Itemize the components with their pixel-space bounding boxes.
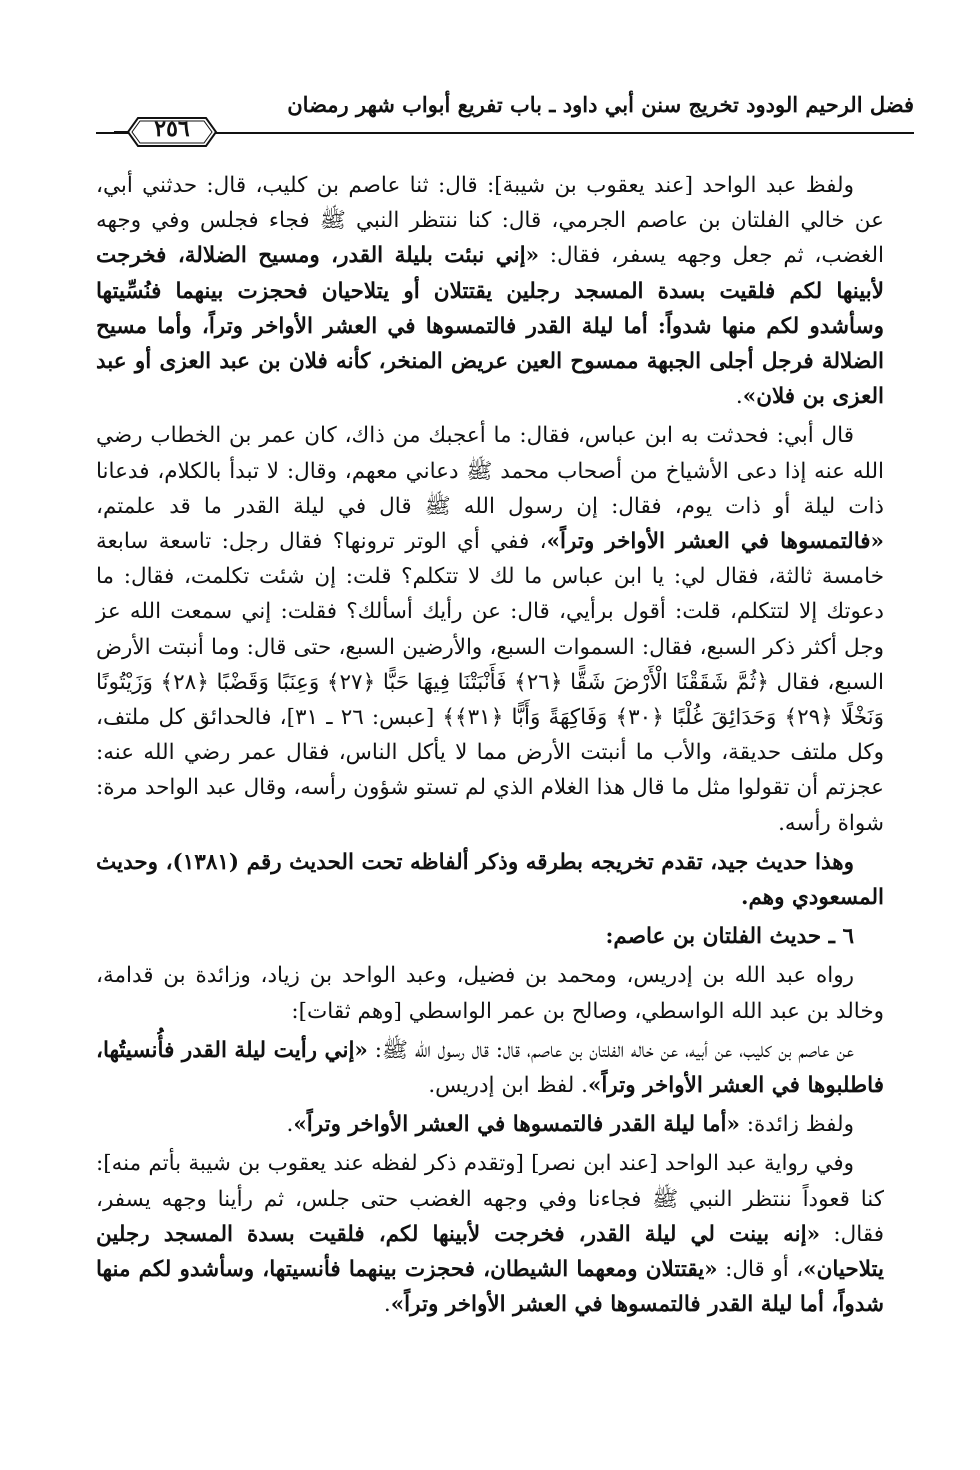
- text-span: ولفظ عبد الواحد [عند يعقوب بن شيبة]: قال: ثنا عاصم بن كليب، قال: حدثني أبي، عن خالي الفلتان بن عاصم الجرمي، قال: كنا ننتظر النبي ﷺ فجاء فجلس وفي وجهه الغضب، ثم جعل وجهه يسفر، فقال:: [96, 173, 884, 269]
- paragraph-3: وهذا حديث جيد، تقدم تخريجه بطرقه وذكر ألفاظه تحت الحديث رقم (١٣٨١)، وحديث المسعودي وهم.: [96, 849, 884, 911]
- text-span: .: [286, 1112, 294, 1138]
- page-header: [96, 92, 914, 142]
- text-span: قال أبي: فحدثت به ابن عباس، فقال: ما أعجبك من ذاك، كان عمر بن الخطاب رضي الله عنه إذا دعى الأشياخ من أصحاب محمد ﷺ دعاني معهم، وقال: لا تبدأ بالكلام، فدعانا ذات ليلة أو ذات يوم، فقال: إن رسول الله ﷺ قال في ليلة القدر ما قد علمتم،: [96, 423, 884, 519]
- paragraph-1: [96, 168, 884, 414]
- text-span: عن عاصم بن كليب، عن أبيه، عن خاله الفلتان بن عاصم، قال: قال رسول الله ﷺ:: [367, 1037, 855, 1063]
- text-span: ، أو قال:: [717, 1257, 804, 1283]
- paragraph-5: رواه عبد الله بن إدريس، ومحمد بن فضيل، وعبد الواحد بن زياد، وزائدة بن قدامة، وخالد بن عبد الله الواسطي، وصالح بن عمر الواسطي [وهم ثقات]:: [96, 963, 884, 1024]
- page-number-badge: [114, 110, 230, 154]
- paragraph-2: [96, 418, 884, 840]
- paragraph-6: [96, 1033, 884, 1103]
- hadith-quote: «إني نبئت بليلة القدر، ومسيح الضلالة، فخرجت لأبينها لكم فلقيت بسدة المسجد رجلين يقتتلان أو يتلاحيان فحجزت بينهما فنُسِّيتها وسأشدو لكم منها شدواً: أما ليلة القدر فالتمسوها في العشر الأواخر وتراً، وأما مسيح الضلالة فرجل أجلى الجبهة ممسوح العين عريض المنخر، كأنه فلان بن عبد العزى أو عبد العزى بن فلان»: [96, 243, 885, 410]
- text-span: ، ففي أي الوتر ترونها؟ فقال رجل: تاسعة سابعة خامسة ثالثة، فقال لي: يا ابن عباس ما لك لا تتكلم؟ قلت: إن شئت تكلمت، فقال: ما دعوتك إلا لتتكلم، قلت: أقول برأيي، قال: عن رأيك أسألك؟ فقلت: إني سمعت الله عز وجل أكثر ذكر السبع، فقال: السموات السبع، والأرضين السبع، حتى قال: وما أنبتت الأرض السبع، فقال ﴿ثُمَّ شَقَقْنَا الْأَرْضَ شَقًّا ﴿٢٦﴾ فَأَنْبَتْنَا فِيهَا حَبًّا ﴿٢٧﴾ وَعِنَبًا وَقَضْبًا ﴿٢٨﴾ وَزَيْتُونًا وَنَخْلًا ﴿٢٩﴾ وَحَدَائِقَ غُلْبًا ﴿٣٠﴾ وَفَاكِهَةً وَأَبًّا ﴿٣١﴾﴾ [عبس: ٢٦ ـ ٣١]، فالحدائق كل ملتف، وكل ملتف حديقة، والأب ما أنبتت الأرض مما لا يأكل الناس، فقال عمر رضي الله عنه: عجزتم أن تقولوا مثل ما قال هذا الغلام الذي لم تستو شؤون رأسه، وقال عبد الواحد مرة: شواة رأسه.: [96, 529, 884, 836]
- hadith-quote: «يقتتلان ومعهما الشيطان، فحجزت بينهما فأنسيتها، وسأشدو لكم منها شدواً، أما ليلة القدر فالتمسوها في العشر الأواخر وتراً»: [96, 1257, 884, 1318]
- paragraph-7: [96, 1107, 884, 1142]
- hadith-quote: «أما ليلة القدر فالتمسوها في العشر الأواخر وتراً»: [293, 1112, 740, 1138]
- text-span: .: [735, 384, 743, 410]
- hadith-quote: «إنه بينت لي ليلة القدر، فخرجت لأبينها لكم، فلقيت بسدة المسجد رجلين يتلاحيان»: [96, 1221, 884, 1283]
- paragraph-8: [96, 1146, 884, 1322]
- text-span: ولفظ زائدة:: [739, 1112, 854, 1138]
- running-title: فضل الرحيم الودود تخريج سنن أبي داود ـ باب تفريع أبواب شهر رمضان: [287, 92, 914, 117]
- hadith-quote: «إني رأيت ليلة القدر فأُنسيتُها، فاطلبوها في العشر الأواخر وتراً»: [96, 1037, 884, 1099]
- section-heading: ٦ ـ حديث الفلتان بن عاصم:: [605, 924, 854, 950]
- body-text: [96, 168, 884, 1327]
- text-span: وفي رواية عبد الواحد [عند ابن نصر] [وتقدم ذكر لفظه عند يعقوب بن شيبة بأتم منه]: كنا قعوداً ننتظر النبي ﷺ فجاءنا وفي وجهه الغضب حتى جلس، ثم رأينا وجهه يسفر، فقال:: [96, 1151, 885, 1247]
- page-number: ٢٥٦: [154, 116, 190, 142]
- text-span: . لفظ ابن إدريس.: [428, 1073, 588, 1099]
- hadith-quote: «فالتمسوها في العشر الأواخر وتراً»: [546, 529, 884, 555]
- text-span: .: [383, 1292, 391, 1318]
